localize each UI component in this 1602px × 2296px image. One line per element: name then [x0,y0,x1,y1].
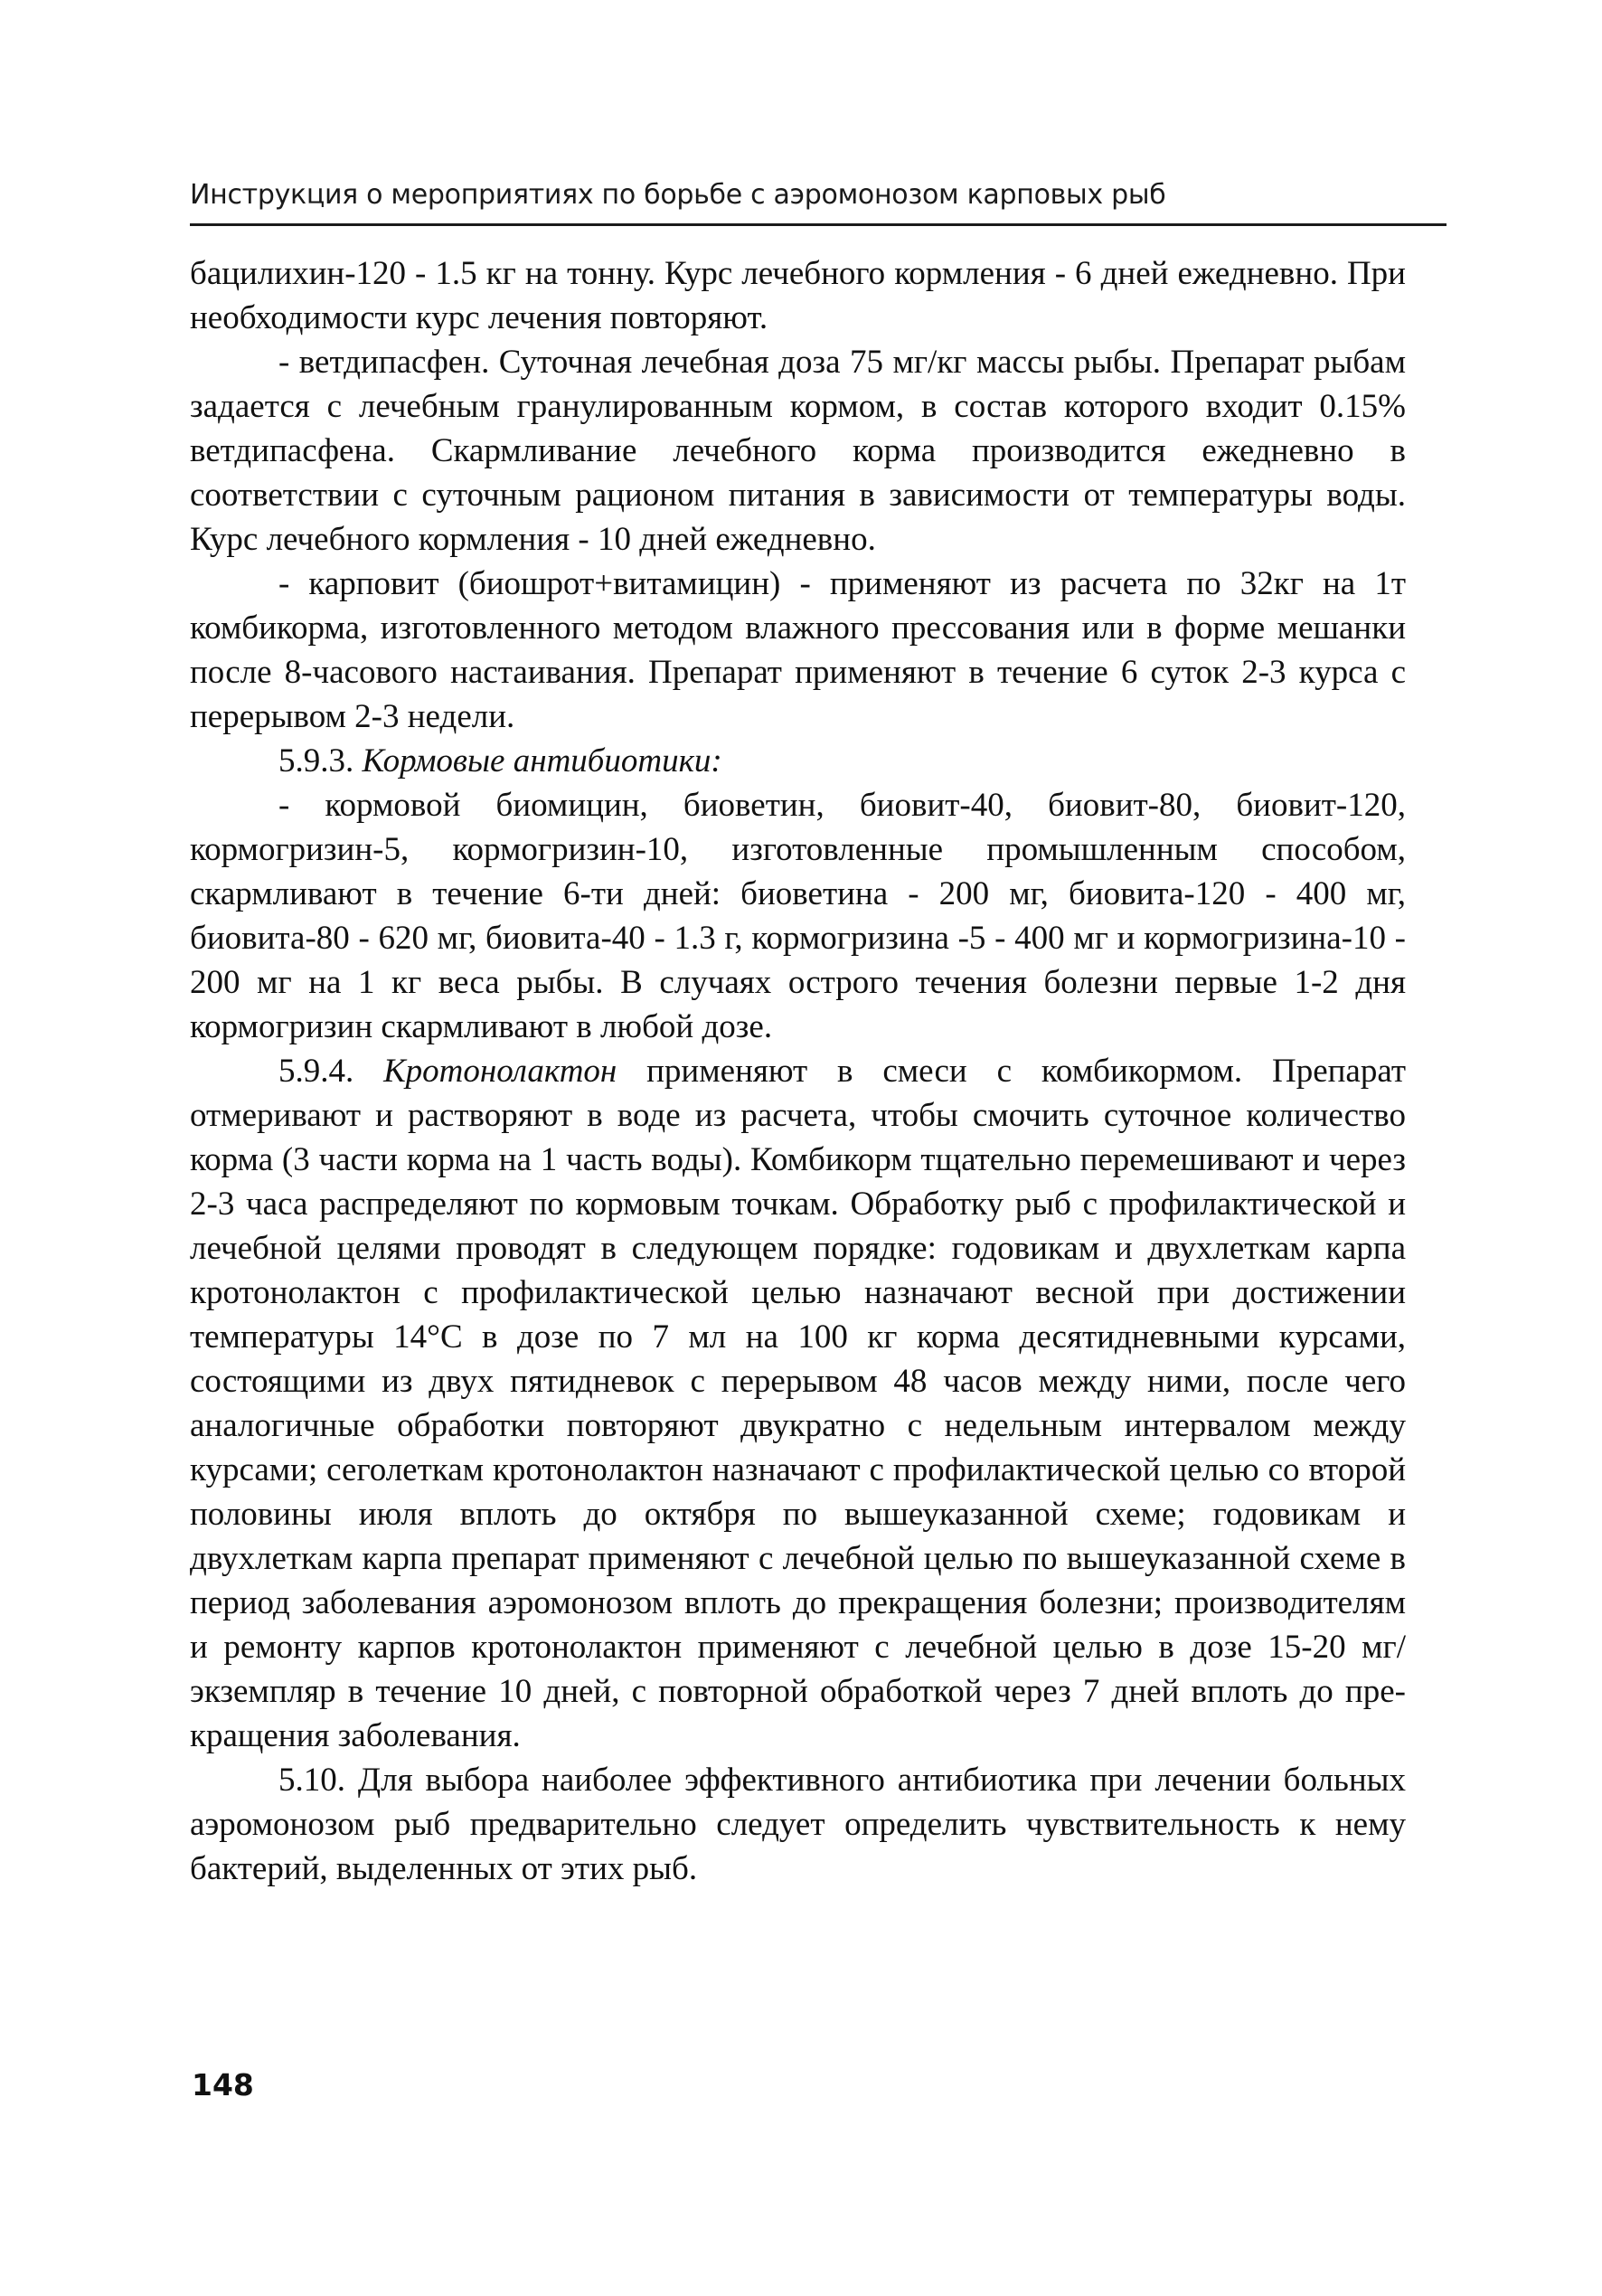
page-body [190,251,1406,1891]
section-number: 5.9.4. [278,1053,354,1090]
section-5-10-paragraph: 5.10. Для выбора наиболее эффективного антибиотика при лечении больных аэромонозом рыб предварительно следует определить чувствительность к нему бактерий, выделенных от этих рыб. [190,1762,1406,1887]
section-5-9-4-paragraph [190,1049,1406,1758]
paragraph-feed-antibiotics: - кормовой биомицин, биоветин, биовит-40, биовит-80, биовит-120, кормогризин-5, кормогризин-10, изготовленные промышленным способом, скармливают в течение 6-ти дней: биоветина - 200 мг, биовита-120 - 400 мг, биовита-80 - 620 мг, биовита-40 - 1.3 г, кормогризина -5 - 400 мг и кормогризина-10 - 200 мг на 1 кг веса рыбы. В случаях острого течения болезни первые 1-2 дня кормогризин скармливают в любой дозе. [190,787,1406,1045]
term-crotonolactone: Кротонолактон [383,1053,617,1090]
paragraph-bacilichin: бацилихин-120 - 1.5 кг на тонну. Курс лечебного кормления - 6 дней ежедневно. При необходимости курс лечения повторяют. [190,255,1406,336]
section-5-9-3-heading [190,739,1406,783]
header-rule [190,223,1447,226]
section-number: 5.9.3. [278,742,354,780]
paragraph-vetdipasfen: - ветдипасфен. Суточная лечебная доза 75 мг/кг массы рыбы. Препарат рыбам задается с лечебным гранулированным кормом, в состав которого входит 0.15% ветдипасфена. Скармливание лечебного корма производится ежедневно в соответствии с суточным рационом питания в зависимости от температуры воды. Курс лечебного кормления - 10 дней ежедневно. [190,344,1406,558]
section-title: Кормовые антибиотики: [362,742,722,780]
page-number: 148 [192,2067,254,2102]
paragraph-crotonolactone-text: применяют в смеси с комбикормом. Препарат отмеривают и растворяют в воде из расчета, чтобы смочить суточное количество корма (3 части корма на 1 часть воды). Комбикорм тщательно перемешивают и через 2-3 часа распределяют по кормовым точкам. Обработку рыб с профилактической и лечебной целями проводят в следующем порядке: годовикам и двухлеткам карпа кротонолактон с профилактической целью назначают весной при достижении температуры 14°С в дозе по 7 мл на 100 кг корма десятидневными курсами, состоящими из двух пятидневок с перерывом 48 часов между ними, после чего аналогичные обработки повторяют двукратно с недельным интервалом между курсами; сеголеткам кротонолактон назначают с профилактической целью со второй половины июля вплоть до октября по вышеуказанной схеме; годовикам и двухлеткам карпа препарат применяют с лечебной целью по вышеуказанной схеме в период заболевания аэромонозом вплоть до прекращения болезни; производителям и ремонту карпов кротонолактон применяют с лечебной целью в дозе 15-20 мг/экземпляр в течение 10 дней, с повторной обработкой через 7 дней вплоть до прекращения заболевания. [190,1053,1406,1754]
running-header: Инструкция о мероприятиях по борьбе с аэромонозом карповых рыб [190,179,1166,211]
paragraph-karpovit: - карповит (биошрот+витамицин) - применяют из расчета по 32кг на 1т комбикорма, изготовленного методом влажного прессования или в форме мешанки после 8-часового настаивания. Препарат применяют в течение 6 суток 2-3 курса с перерывом 2-3 недели. [190,565,1406,735]
